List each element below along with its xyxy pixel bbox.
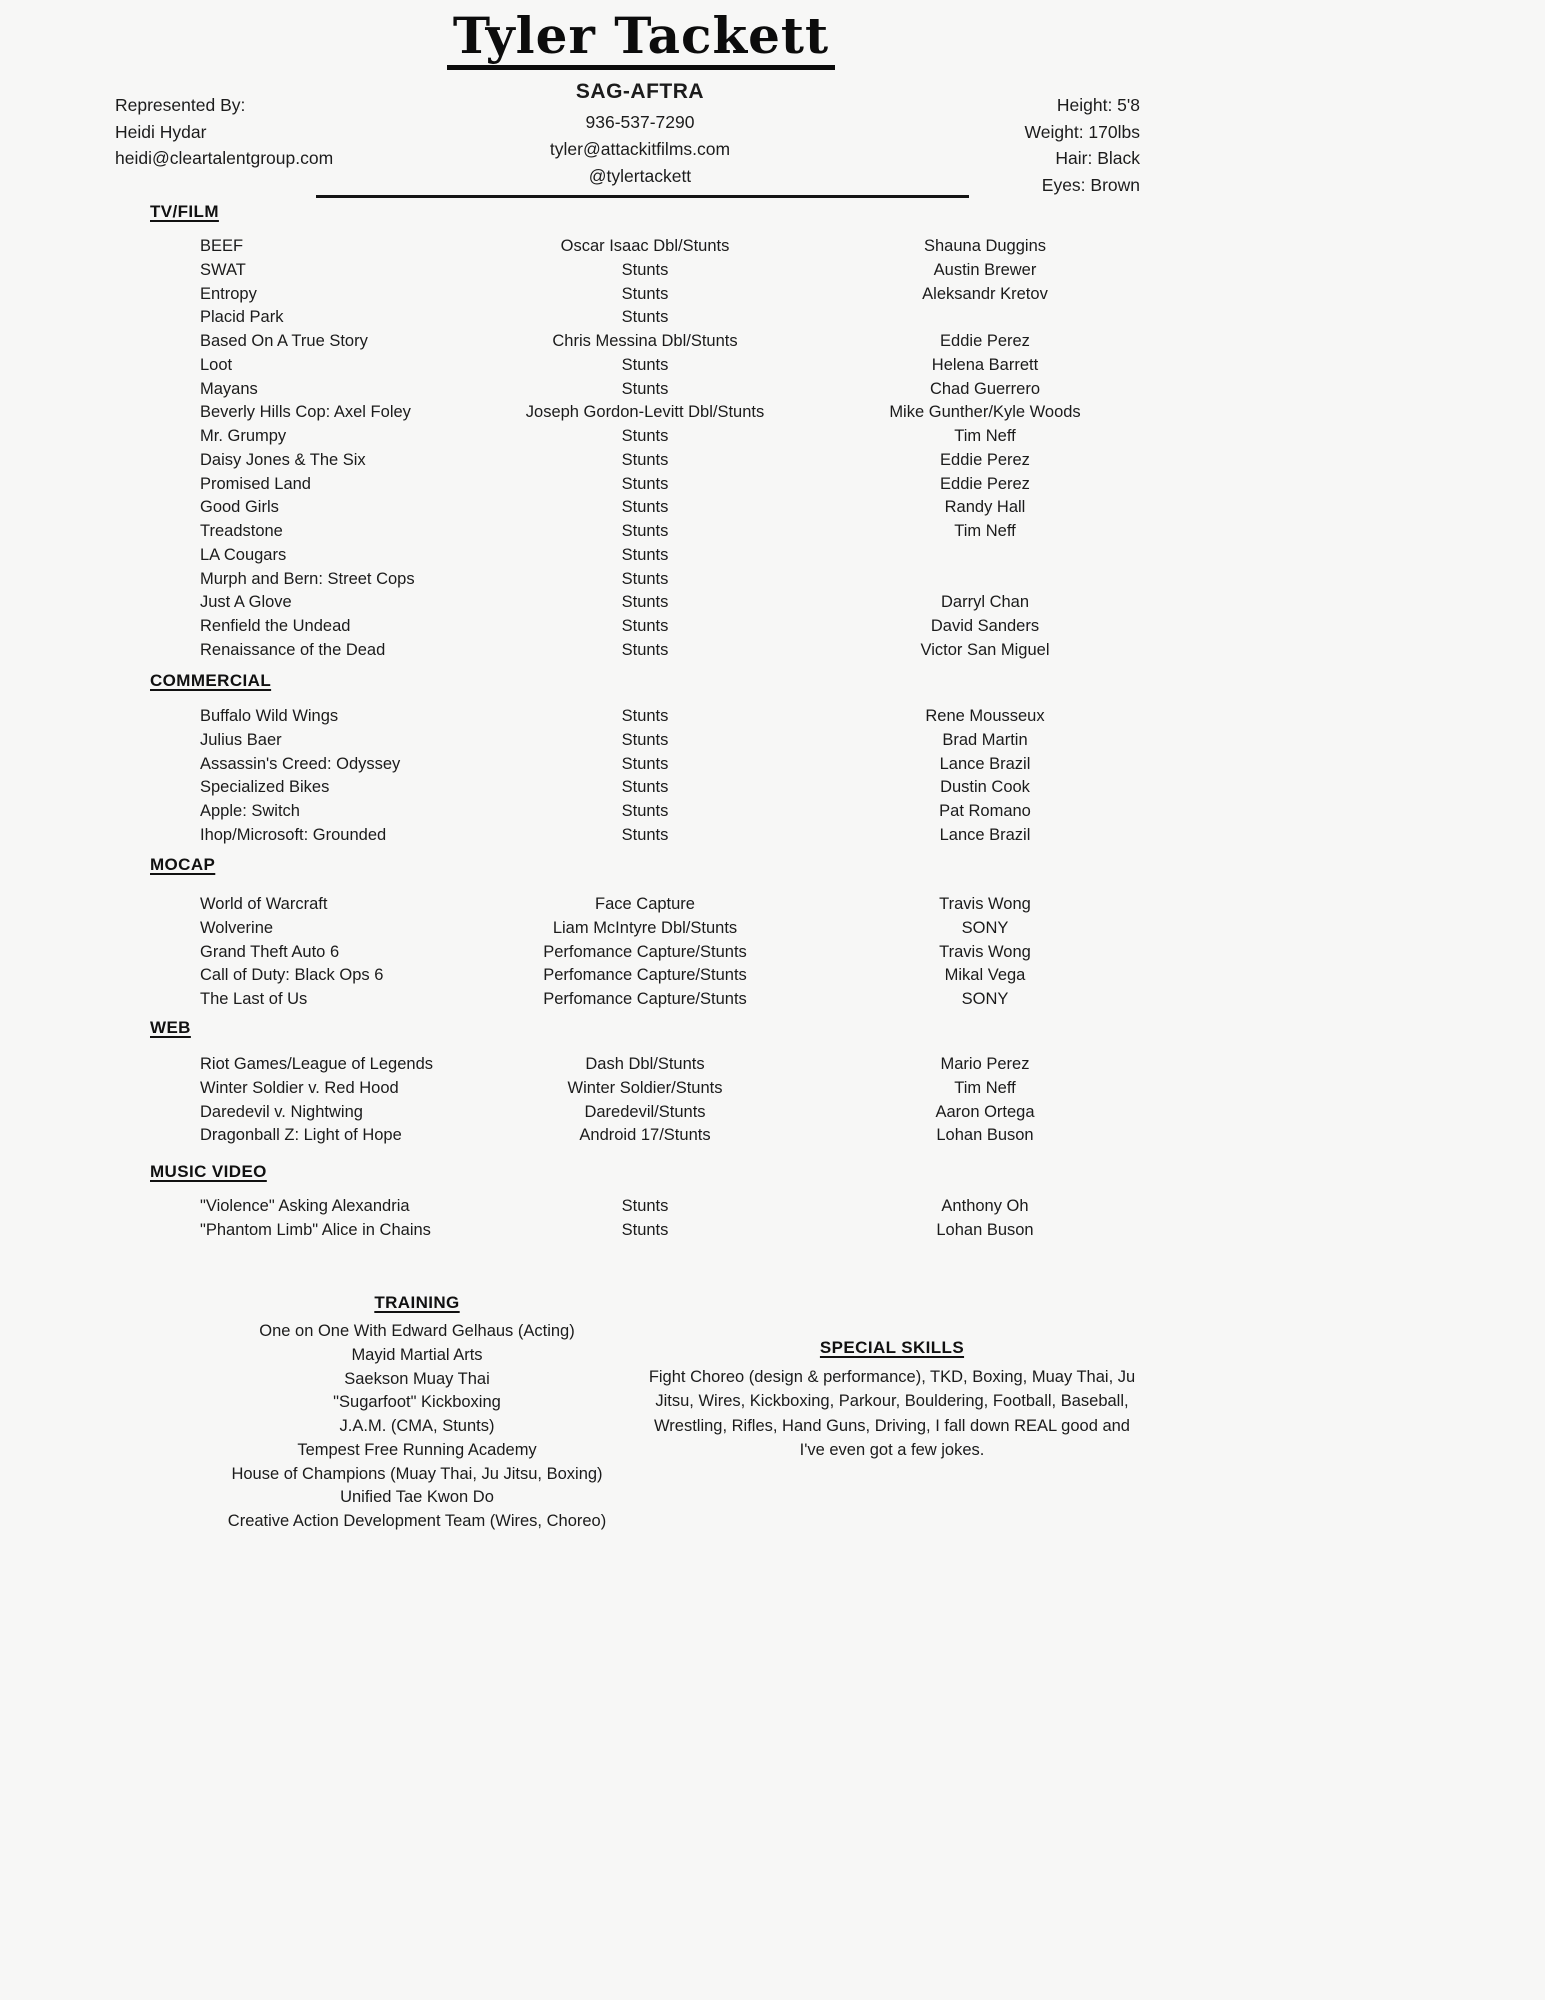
role: Stunts (621, 427, 669, 445)
role: Stunts (621, 754, 669, 773)
credit-row (150, 1077, 1470, 1101)
role: Chris Messina Dbl/Stunts (552, 332, 738, 350)
section-title: COMMERCIAL (150, 671, 272, 690)
credit-row (150, 729, 1470, 753)
role: Stunts (621, 1197, 669, 1215)
stat-weight: Weight: 170lbs (1024, 121, 1140, 142)
role: Stunts (621, 284, 669, 303)
credit-row (150, 615, 1470, 639)
header-divider (316, 195, 969, 198)
section-web (150, 1017, 1470, 1148)
credit-row (150, 354, 1470, 378)
production-title: Good Girls (200, 498, 279, 517)
coordinator: Lance Brazil (939, 825, 1031, 844)
production-title: SWAT (200, 260, 246, 279)
credit-row (150, 425, 1470, 449)
production-title: Grand Theft Auto 6 (200, 942, 340, 961)
production-title: Just A Glove (200, 593, 292, 612)
coordinator: Aleksandr Kretov (922, 284, 1048, 303)
stat-eyes: Eyes: Brown (1041, 175, 1140, 196)
credit-row (150, 449, 1470, 473)
production-title: World of Warcraft (200, 895, 328, 913)
credit-row (150, 401, 1470, 425)
production-title: Buffalo Wild Wings (200, 707, 339, 725)
coordinator: Helena Barrett (931, 355, 1039, 374)
production-title: Based On A True Story (200, 332, 368, 350)
credit-row (150, 753, 1470, 777)
contact-email: tyler@attackitfilms.com (549, 139, 731, 159)
credit-row (150, 259, 1470, 283)
credit-row (150, 988, 1470, 1012)
section-tv-film (150, 201, 1470, 663)
coordinator: Eddie Perez (940, 474, 1030, 493)
production-title: The Last of Us (200, 990, 308, 1008)
production-title: LA Cougars (200, 545, 287, 564)
credit-row (150, 705, 1470, 729)
coordinator: Lance Brazil (939, 754, 1031, 773)
credit-row (150, 568, 1470, 592)
credit-row (150, 306, 1470, 330)
production-title: Loot (200, 355, 233, 374)
section-title: TRAINING (374, 1293, 460, 1312)
production-title: Daisy Jones & The Six (200, 450, 366, 469)
coordinator: Austin Brewer (933, 260, 1037, 279)
section-title: TV/FILM (150, 202, 219, 221)
section-title: MUSIC VIDEO (150, 1162, 267, 1181)
training-item: Creative Action Development Team (Wires, Choreo) (227, 1512, 607, 1530)
role: Stunts (621, 802, 669, 820)
role: Stunts (621, 545, 669, 564)
role: Stunts (621, 778, 669, 797)
coordinator: SONY (961, 918, 1009, 937)
role: Stunts (621, 308, 669, 327)
coordinator: Lohan Buson (936, 1220, 1034, 1239)
coordinator: Randy Hall (944, 498, 1026, 517)
coordinator: Anthony Oh (941, 1197, 1029, 1215)
production-title: Treadstone (200, 522, 283, 540)
role: Stunts (621, 593, 669, 612)
section-training (167, 1292, 667, 1534)
coordinator (850, 306, 1120, 330)
coordinator: Brad Martin (942, 730, 1028, 749)
section-commercial (150, 670, 1470, 848)
coordinator: Shauna Duggins (923, 237, 1046, 255)
production-title: Specialized Bikes (200, 778, 330, 797)
role: Daredevil/Stunts (584, 1102, 706, 1121)
coordinator: Lohan Buson (936, 1126, 1034, 1145)
role: Stunts (621, 498, 669, 517)
credit-row (150, 800, 1470, 824)
production-title: Assassin's Creed: Odyssey (200, 754, 401, 773)
production-title: Dragonball Z: Light of Hope (200, 1126, 402, 1145)
page-title: Tyler Tackett (447, 8, 835, 70)
production-title: Apple: Switch (200, 802, 300, 820)
section-music-video (150, 1161, 1470, 1243)
production-title: Entropy (200, 284, 257, 303)
credit-row (150, 1195, 1470, 1219)
training-item: J.A.M. (CMA, Stunts) (339, 1417, 495, 1435)
role: Face Capture (595, 895, 695, 913)
represented-by-block (115, 92, 333, 172)
role: Stunts (621, 260, 669, 279)
production-title: Riot Games/League of Legends (200, 1055, 433, 1073)
credit-row (150, 776, 1470, 800)
production-title: Promised Land (200, 474, 311, 493)
agent-email: heidi@cleartalentgroup.com (115, 148, 334, 168)
credit-row (150, 330, 1470, 354)
credit-row (150, 941, 1470, 965)
role: Stunts (621, 474, 669, 493)
coordinator (850, 544, 1120, 568)
contact-block (440, 80, 840, 190)
agent-name: Heidi Hydar (115, 121, 207, 142)
coordinator: Travis Wong (939, 942, 1031, 961)
role: Android 17/Stunts (579, 1126, 711, 1145)
production-title: Beverly Hills Cop: Axel Foley (200, 403, 411, 422)
credit-row (150, 917, 1470, 941)
training-item: Mayid Martial Arts (351, 1345, 483, 1364)
section-title: WEB (150, 1018, 191, 1037)
production-title: Murph and Bern: Street Cops (200, 569, 415, 588)
credit-row (150, 1053, 1470, 1077)
credit-row (150, 544, 1470, 568)
credit-row (150, 964, 1470, 988)
coordinator: Aaron Ortega (935, 1102, 1035, 1121)
role: Stunts (621, 569, 669, 588)
credit-row (150, 520, 1470, 544)
coordinator (850, 568, 1120, 592)
union-affiliation: SAG-AFTRA (575, 80, 705, 103)
role: Stunts (621, 1220, 669, 1239)
production-title: Call of Duty: Black Ops 6 (200, 966, 384, 985)
credit-row (150, 378, 1470, 402)
section-title: SPECIAL SKILLS (819, 1338, 965, 1357)
role: Stunts (621, 355, 669, 374)
coordinator: Rene Mousseux (925, 707, 1045, 725)
special-skills-text: Fight Choreo (design & performance), TKD, Boxing, Muay Thai, Ju Jitsu, Wires, Kickboxing, Parkour, Bouldering, Football, Baseball, Wrestling, Rifles, Hand Guns, Driving, I fall down REAL good and I've even got a few jokes. (648, 1368, 1136, 1459)
role: Dash Dbl/Stunts (585, 1055, 705, 1073)
role: Liam McIntyre Dbl/Stunts (552, 918, 738, 937)
coordinator: Tim Neff (954, 1078, 1016, 1097)
section-title: MOCAP (150, 855, 216, 874)
credit-row (150, 496, 1470, 520)
role: Winter Soldier/Stunts (567, 1078, 723, 1097)
production-title: Renaissance of the Dead (200, 640, 386, 659)
role: Joseph Gordon-Levitt Dbl/Stunts (525, 403, 765, 422)
stat-height: Height: 5'8 (1056, 95, 1140, 115)
coordinator: Pat Romano (939, 802, 1031, 820)
production-title: Renfield the Undead (200, 617, 351, 635)
coordinator: Mario Perez (940, 1055, 1030, 1073)
coordinator: Tim Neff (954, 522, 1016, 540)
production-title: Placid Park (200, 308, 284, 327)
credit-row (150, 591, 1470, 615)
production-title: Mayans (200, 379, 258, 398)
coordinator: Darryl Chan (940, 593, 1030, 612)
role: Perfomance Capture/Stunts (543, 942, 747, 961)
role: Stunts (621, 522, 669, 540)
represented-by-label: Represented By: (115, 95, 246, 115)
role: Perfomance Capture/Stunts (543, 990, 747, 1008)
training-list (167, 1320, 667, 1534)
training-item: Saekson Muay Thai (344, 1369, 490, 1388)
training-item: One on One With Edward Gelhaus (Acting) (259, 1322, 575, 1340)
production-title: Wolverine (200, 918, 274, 937)
coordinator: Mike Gunther/Kyle Woods (889, 403, 1081, 422)
section-special-skills (647, 1337, 1137, 1462)
production-title: "Phantom Limb" Alice in Chains (200, 1220, 431, 1239)
coordinator: Chad Guerrero (929, 379, 1041, 398)
role: Stunts (621, 730, 669, 749)
training-item: Unified Tae Kwon Do (340, 1488, 494, 1507)
coordinator: Eddie Perez (940, 332, 1030, 350)
header (0, 8, 1282, 70)
role: Oscar Isaac Dbl/Stunts (560, 237, 730, 255)
role: Stunts (621, 379, 669, 398)
production-title: BEEF (200, 237, 244, 255)
credit-row (150, 824, 1470, 848)
stats-block (1025, 92, 1140, 199)
social-handle: @tylertackett (588, 166, 692, 186)
production-title: Ihop/Microsoft: Grounded (200, 825, 387, 844)
credit-row (150, 1124, 1470, 1148)
training-item: Tempest Free Running Academy (297, 1440, 537, 1459)
coordinator: Dustin Cook (940, 778, 1030, 797)
production-title: Winter Soldier v. Red Hood (200, 1078, 399, 1097)
coordinator: Eddie Perez (940, 450, 1030, 469)
role: Stunts (621, 707, 669, 725)
credit-row (150, 893, 1470, 917)
coordinator: Travis Wong (939, 895, 1031, 913)
production-title: Daredevil v. Nightwing (200, 1102, 363, 1121)
coordinator: Mikal Vega (944, 966, 1026, 985)
coordinator: SONY (961, 990, 1009, 1008)
coordinator: Tim Neff (954, 427, 1016, 445)
role: Stunts (621, 450, 669, 469)
credit-row (150, 1219, 1470, 1243)
role: Stunts (621, 825, 669, 844)
credit-row (150, 283, 1470, 307)
training-item: House of Champions (Muay Thai, Ju Jitsu, Boxing) (231, 1464, 603, 1483)
credit-row (150, 1101, 1470, 1125)
coordinator: Victor San Miguel (920, 640, 1050, 659)
credit-row (150, 473, 1470, 497)
coordinator: David Sanders (930, 617, 1040, 635)
role: Perfomance Capture/Stunts (543, 966, 747, 985)
production-title: Julius Baer (200, 730, 282, 749)
phone-number: 936-537-7290 (585, 112, 695, 132)
role: Stunts (621, 617, 669, 635)
role: Stunts (621, 640, 669, 659)
production-title: "Violence" Asking Alexandria (200, 1197, 410, 1215)
training-item: "Sugarfoot" Kickboxing (333, 1393, 501, 1412)
production-title: Mr. Grumpy (200, 427, 287, 445)
credit-row (150, 639, 1470, 663)
credit-row (150, 235, 1470, 259)
section-mocap (150, 854, 1470, 1012)
stat-hair: Hair: Black (1055, 148, 1140, 169)
